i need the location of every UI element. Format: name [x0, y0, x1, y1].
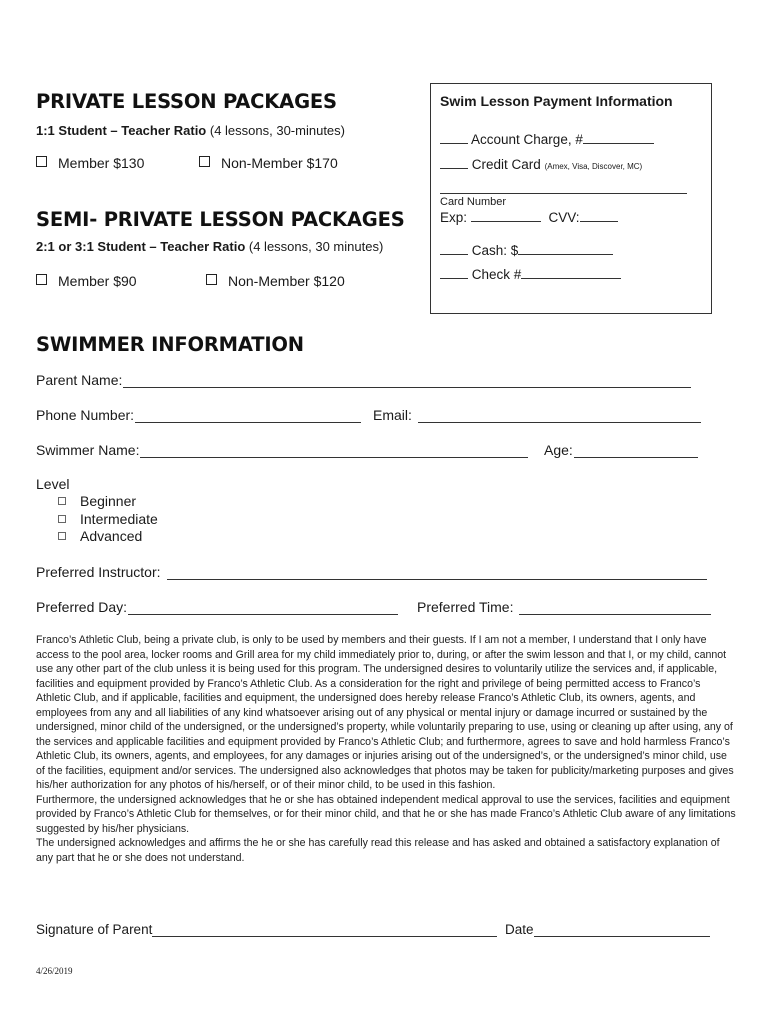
- phone-label: Phone Number:: [36, 407, 135, 423]
- private-member-label: Member $130: [58, 155, 145, 171]
- waiver-paragraph: The undersigned acknowledges and affirms the he or she has carefully read this release and has asked and obtained a satisfactory explanation of any part that he or she does not understand.: [36, 837, 720, 864]
- email-line[interactable]: [418, 409, 701, 423]
- swimmer-name-label: Swimmer Name:: [36, 442, 140, 458]
- checkbox-icon[interactable]: [199, 156, 210, 167]
- semi-private-lessons-title: SEMI- PRIVATE LESSON PACKAGES: [36, 208, 405, 231]
- level-advanced-label: Advanced: [80, 528, 143, 544]
- check-label: Check #: [471, 267, 522, 282]
- checkbox-icon[interactable]: [36, 156, 47, 167]
- preferred-time-field[interactable]: [417, 599, 711, 615]
- credit-card-check-line[interactable]: [440, 156, 468, 169]
- date-line[interactable]: [534, 923, 710, 937]
- level-beginner[interactable]: [58, 493, 136, 509]
- level-intermediate[interactable]: [58, 511, 158, 527]
- private-member-option[interactable]: [36, 155, 144, 171]
- swimmer-name-line[interactable]: [140, 444, 528, 458]
- date-label: Date: [505, 922, 534, 937]
- signature-line[interactable]: [152, 923, 497, 937]
- parent-name-line[interactable]: [123, 374, 691, 388]
- email-label: Email:: [373, 407, 412, 423]
- semi-ratio-detail: (4 lessons, 30 minutes): [248, 239, 384, 254]
- semi-ratio-bold: 2:1 or 3:1 Student – Teacher Ratio: [36, 239, 246, 254]
- private-lessons-title: PRIVATE LESSON PACKAGES: [36, 90, 337, 113]
- private-nonmember-label: Non-Member $170: [221, 155, 338, 171]
- exp-cvv-field[interactable]: [440, 209, 618, 225]
- private-ratio-detail: (4 lessons, 30-minutes): [209, 123, 345, 138]
- private-ratio-bold: 1:1 Student – Teacher Ratio: [36, 123, 207, 138]
- cash-field[interactable]: [440, 242, 613, 258]
- preferred-time-line[interactable]: [519, 601, 711, 615]
- waiver-paragraph: Franco’s Athletic Club, being a private club, is only to be used by members and their guests. If I am not a member, I understand that I only have access to the pool area, locker rooms and Grill area for my child immediately prior to, during, or after the swim lesson and that I, or my child, cannot use any other part of the club unless it is being used for this program. The undersigned desires to voluntarily utilize the services and, if applicable, facilities and equipment provided by Franco’s Athletic Club. As a consideration for the right and privilege of being permitted access to Franco’s Athletic Club, and if applicable, facilities and equipment, the undersigned does hereby release Franco’s Athletic Club, its owners, agents, and employees from any and all liabilities of any kind whatsoever arising out of any physical or mental injury or damage incurred or sustained by the undersigned, minor child of the undersigned, or the undersigned’s property, while voluntarily preparing to use, using or cleaning up after using, any of the services and applicable facilities and equipment provided by Franco’s Athletic Club; and furthermore, agrees to save and hold harmless Franco’s Athletic Club, its owners, agents, and employees, for any damages or injuries arising out of the undersigned’s, or the undersigned’s minor child, use of the facilities, equipment and/or services. The undersigned also acknowledges that photos may be taken for publicity/marketing purposes and gives his/her authorization for any photos of his/herself, or of their minor child, to be used in this fashion.: [36, 634, 734, 791]
- private-ratio: [36, 123, 345, 138]
- semi-nonmember-option[interactable]: [206, 273, 345, 289]
- account-number-line[interactable]: [583, 131, 654, 144]
- account-charge-check-line[interactable]: [440, 131, 468, 144]
- account-charge-label: Account Charge, #: [471, 132, 583, 147]
- cvv-line[interactable]: [580, 209, 618, 222]
- exp-label: Exp:: [440, 210, 468, 225]
- private-nonmember-option[interactable]: [199, 155, 338, 171]
- payment-title: Swim Lesson Payment Information: [440, 93, 673, 109]
- check-number-line[interactable]: [521, 266, 621, 279]
- swimmer-info-title: SWIMMER INFORMATION: [36, 333, 304, 356]
- cash-label: Cash: $: [471, 243, 519, 258]
- card-number-line[interactable]: [440, 181, 687, 194]
- preferred-day-label: Preferred Day:: [36, 599, 128, 615]
- cash-check-line[interactable]: [440, 242, 468, 255]
- cash-amount-line[interactable]: [518, 242, 613, 255]
- check-field[interactable]: [440, 266, 621, 282]
- level-label: Level: [36, 476, 70, 492]
- swimmer-name-field[interactable]: [36, 442, 528, 458]
- cvv-label: CVV:: [548, 210, 580, 225]
- exp-line[interactable]: [471, 209, 541, 222]
- age-label: Age:: [544, 442, 573, 458]
- preferred-day-line[interactable]: [128, 601, 398, 615]
- instructor-field[interactable]: [36, 564, 707, 580]
- level-beginner-label: Beginner: [80, 493, 137, 509]
- parent-name-field[interactable]: [36, 372, 691, 388]
- waiver-paragraph: Furthermore, the undersigned acknowledges that he or she has obtained independent medical approval to use the services, facilities and equipment provided by Franco’s Athletic Club for themselves, or for their minor child, and that he or she has made Franco’s Athletic Club aware of any limitations suggested by his/her physicians.: [36, 793, 736, 835]
- checkbox-icon[interactable]: [58, 497, 66, 505]
- checkbox-icon[interactable]: [58, 515, 66, 523]
- semi-nonmember-label: Non-Member $120: [228, 273, 345, 289]
- email-field[interactable]: [373, 407, 701, 423]
- signature-label: Signature of Parent: [36, 922, 153, 937]
- semi-member-option[interactable]: [36, 273, 137, 289]
- release-waiver-text: [36, 633, 736, 865]
- signature-field[interactable]: [36, 922, 497, 937]
- date-field[interactable]: [505, 922, 710, 937]
- checkbox-icon[interactable]: [58, 532, 66, 540]
- payment-info-box: [430, 83, 712, 314]
- parent-name-label: Parent Name:: [36, 372, 123, 388]
- phone-line[interactable]: [135, 409, 361, 423]
- semi-ratio: [36, 239, 383, 254]
- credit-card-note: (Amex, Visa, Discover, MC): [544, 162, 643, 171]
- semi-member-label: Member $90: [58, 273, 137, 289]
- checkbox-icon[interactable]: [206, 274, 217, 285]
- age-line[interactable]: [574, 444, 698, 458]
- level-advanced[interactable]: [58, 528, 142, 544]
- credit-card-field[interactable]: [440, 156, 642, 172]
- check-check-line[interactable]: [440, 266, 468, 279]
- instructor-line[interactable]: [167, 566, 707, 580]
- preferred-time-label: Preferred Time:: [417, 599, 514, 615]
- instructor-label: Preferred Instructor:: [36, 564, 161, 580]
- revision-date: 4/26/2019: [36, 966, 73, 976]
- level-intermediate-label: Intermediate: [80, 511, 158, 527]
- age-field[interactable]: [544, 442, 698, 458]
- phone-field[interactable]: [36, 407, 361, 423]
- preferred-day-field[interactable]: [36, 599, 398, 615]
- credit-card-label: Credit Card: [471, 157, 541, 172]
- card-number-label: Card Number: [440, 196, 507, 208]
- checkbox-icon[interactable]: [36, 274, 47, 285]
- account-charge-field[interactable]: [440, 131, 654, 147]
